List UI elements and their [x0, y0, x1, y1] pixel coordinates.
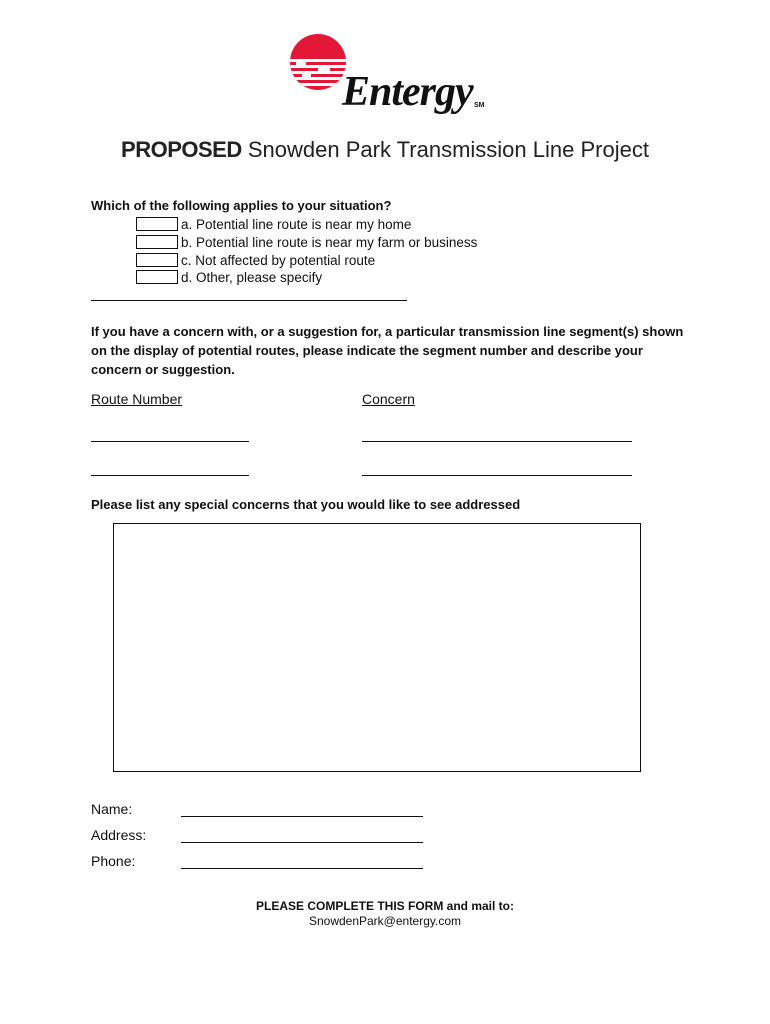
address-label: Address: [91, 827, 147, 843]
route-number-line-2[interactable] [91, 475, 249, 476]
special-concerns-question: Please list any special concerns that you would like to see addressed [91, 497, 521, 512]
option-a-checkbox[interactable] [136, 217, 178, 231]
option-b-label: b. Potential line route is near my farm or business [181, 234, 478, 250]
option-c-checkbox[interactable] [136, 253, 178, 267]
phone-field[interactable] [181, 868, 423, 869]
option-a[interactable] [136, 216, 411, 232]
special-concerns-textarea[interactable] [113, 523, 641, 772]
name-field[interactable] [181, 816, 423, 817]
sun-logo-icon [288, 32, 348, 92]
option-c[interactable] [136, 252, 375, 268]
logo-trademark: SM [474, 102, 485, 109]
concern-line-1[interactable] [362, 441, 632, 442]
option-d-label: d. Other, please specify [181, 269, 323, 285]
page-title [0, 137, 770, 163]
concern-header: Concern [362, 391, 415, 407]
situation-question: Which of the following applies to your situation? [91, 198, 392, 213]
route-number-header: Route Number [91, 391, 183, 407]
option-b-checkbox[interactable] [136, 235, 178, 249]
option-d-checkbox[interactable] [136, 270, 178, 284]
footer-email[interactable]: SnowdenPark@entergy.com [308, 914, 462, 928]
title-rest: Snowden Park Transmission Line Project [247, 137, 649, 162]
address-field[interactable] [181, 842, 423, 843]
footer [0, 899, 770, 929]
other-specify-line[interactable] [91, 300, 407, 301]
option-c-label: c. Not affected by potential route [181, 252, 376, 268]
route-number-line-1[interactable] [91, 441, 249, 442]
concern-line-2[interactable] [362, 475, 632, 476]
option-b[interactable] [136, 234, 477, 250]
option-d[interactable] [136, 269, 322, 285]
title-prefix: PROPOSED [121, 137, 242, 162]
name-label: Name: [91, 801, 133, 817]
logo-wordmark: Entergy [342, 69, 473, 115]
segment-question: If you have a concern with, or a suggestion for, a particular transmission line segment(s) shown on the display of potential routes, please indicate the segment number and describe your concern or suggestion. [91, 324, 684, 377]
option-a-label: a. Potential line route is near my home [181, 216, 412, 232]
entergy-logo [288, 32, 488, 118]
footer-instruction: PLEASE COMPLETE THIS FORM and mail to: [255, 899, 514, 913]
phone-label: Phone: [91, 853, 136, 869]
